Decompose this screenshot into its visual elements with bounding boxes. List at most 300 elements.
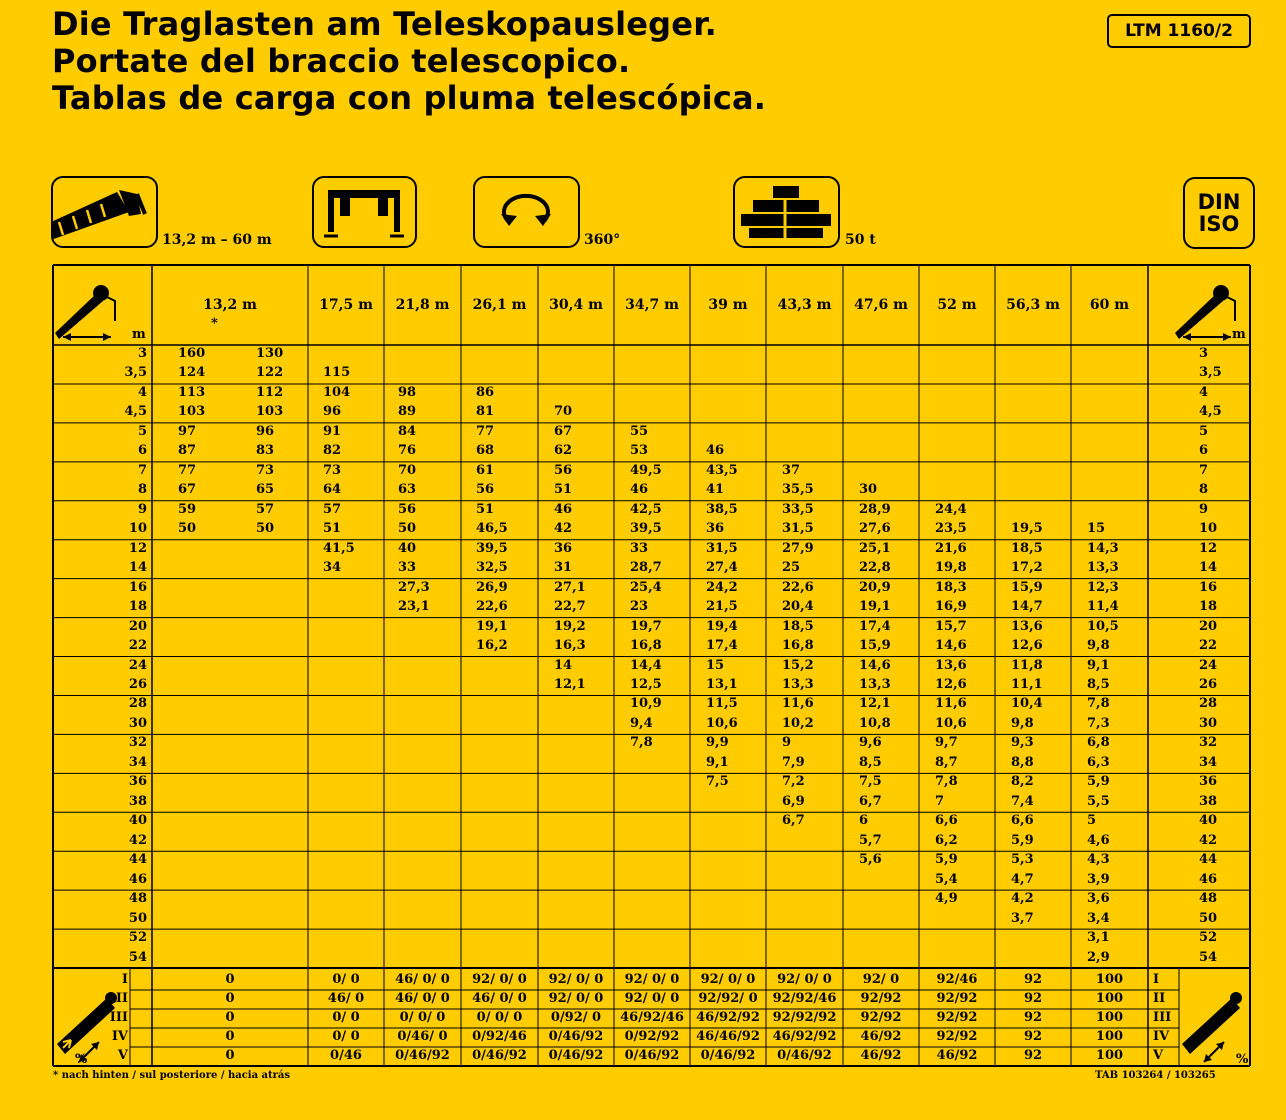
load-value: 61 [476,462,495,478]
radius-value-right: 34 [1199,754,1218,770]
telescoping-value: 0/46/92 [472,1048,527,1063]
section-label-left: I [121,972,128,987]
load-value: 68 [476,443,495,459]
load-value: 33,5 [782,501,814,517]
load-value: 76 [398,443,417,459]
radius-value-right: 44 [1199,852,1218,868]
radius-value-left: 18 [128,599,147,615]
load-value: 104 [323,384,351,400]
load-value: 28,9 [859,501,891,517]
section-label-right: III [1153,1010,1172,1025]
boom-range-label: 13,2 m – 60 m [162,232,272,248]
radius-value-left: 38 [128,793,147,809]
radius-value-right: 12 [1199,540,1218,556]
telescoping-value: 100 [1095,1029,1124,1044]
load-value: 77 [178,462,197,478]
load-value: 28,7 [630,560,662,576]
load-value: 55 [630,423,649,439]
load-value: 12,3 [1087,579,1119,595]
load-value: 15,9 [859,638,891,654]
radius-value-left: 8 [137,482,147,498]
boom-length-header: 43,3 m [777,297,832,313]
load-value: 9,3 [1011,735,1034,751]
load-value: 22,6 [476,599,508,615]
radius-value-left: 52 [128,930,147,946]
radius-value-right: 38 [1199,793,1218,809]
radius-value-left: 4,5 [124,404,147,420]
load-value: 25 [782,560,801,576]
load-value: 11,6 [782,696,814,712]
load-value: 103 [256,404,284,420]
load-value: 13,6 [1011,618,1043,634]
load-value: 38,5 [706,501,738,517]
radius-value-right: 40 [1199,813,1218,829]
load-value: 89 [398,404,417,420]
boom-length-header: 26,1 m [472,297,527,313]
model-badge: LTM 1160/2 [1107,14,1251,48]
load-value: 13,3 [859,676,891,692]
radius-value-right: 4 [1199,384,1209,400]
load-value: 11,5 [706,696,738,712]
radius-value-left: 10 [128,521,147,537]
load-value: 5,4 [935,871,958,887]
telescoping-value: 46/ 0/ 0 [395,972,450,987]
radius-value-right: 22 [1199,638,1218,654]
load-value: 67 [554,423,573,439]
load-value: 12,6 [1011,638,1043,654]
radius-value-left: 50 [128,910,147,926]
telescoping-value: 92/ 0/ 0 [777,972,832,987]
telescoping-value: 92/92/ 0 [698,991,758,1006]
load-value: 10,8 [859,715,891,731]
radius-value-right: 42 [1199,832,1218,848]
telescoping-value: 0 [225,991,235,1006]
load-value: 35,5 [782,482,814,498]
din-label: DIN [1197,190,1241,214]
load-value: 5,9 [1011,832,1034,848]
load-value: 7,4 [1011,793,1034,809]
load-value: 9,8 [1087,638,1110,654]
load-value: 41,5 [323,540,355,556]
load-value: 5 [1087,813,1097,829]
load-value: 82 [323,443,342,459]
load-value: 22,6 [782,579,814,595]
load-value: 73 [323,462,342,478]
load-value: 7,9 [782,754,805,770]
load-value: 26,9 [476,579,508,595]
radius-value-left: 42 [128,832,147,848]
load-value: 14 [554,657,573,673]
load-value: 32,5 [476,560,508,576]
load-value: 2,9 [1087,949,1110,965]
load-value: 3,6 [1087,891,1110,907]
load-value: 6,7 [859,793,882,809]
telescoping-value: 100 [1095,991,1124,1006]
telescoping-value: 0/ 0 [332,972,360,987]
telescoping-value: 92/92/46 [772,991,837,1006]
counterweight-icon [735,178,838,246]
load-value: 13,3 [782,676,814,692]
load-value: 84 [398,423,417,439]
load-value: 7,2 [782,774,805,790]
radius-value-left: 7 [137,462,147,478]
load-value: 16,8 [630,638,662,654]
load-value: 9,1 [1087,657,1110,673]
load-value: 51 [554,482,573,498]
load-value: 7,3 [1087,715,1110,731]
radius-value-right: 6 [1199,443,1209,459]
load-value: 31,5 [782,521,814,537]
load-value: 130 [256,346,284,361]
load-value: 7,5 [706,774,729,790]
load-value: 86 [476,384,495,400]
radius-value-left: 9 [137,501,147,517]
radius-value-left: 5 [137,423,147,439]
radius-value-right: 30 [1199,715,1218,731]
load-value: 10,2 [782,715,814,731]
radius-value-left: 20 [128,618,147,634]
load-value: 4,9 [935,891,958,907]
load-value: 5,7 [859,832,882,848]
title-block [52,6,766,117]
radius-value-right: 4,5 [1199,404,1222,420]
load-value: 15,7 [935,618,967,634]
radius-value-right: 26 [1199,676,1218,692]
load-value: 19,1 [859,599,891,615]
load-value: 22,8 [859,560,891,576]
load-value: 10,4 [1011,696,1043,712]
section-label-left: II [115,991,128,1006]
radius-unit-left: m [132,327,146,342]
telescoping-value: 92/ 0/ 0 [472,972,527,987]
load-value: 30 [859,482,878,498]
radius-value-left: 24 [128,657,147,673]
radius-value-right: 18 [1199,599,1218,615]
din-iso-badge [1183,177,1255,249]
load-value: 7,8 [630,735,653,751]
radius-value-left: 3,5 [124,365,147,381]
telescoping-value: 0/92/ 0 [550,1010,602,1025]
telescoping-value: 92/46 [936,972,978,987]
telescoping-value: 46/92 [936,1048,978,1063]
telescoping-value: 46/ 0/ 0 [472,991,527,1006]
radius-value-left: 28 [128,696,147,712]
boom-length-header: 13,2 m [203,297,257,313]
load-value: 10,6 [935,715,967,731]
section-label-left: III [109,1010,128,1025]
load-value: 6,9 [782,793,805,809]
load-value: 83 [256,443,275,459]
load-value: 87 [178,443,197,459]
load-value: 15,2 [782,657,814,673]
load-value: 39,5 [476,540,508,556]
telescoping-value: 92/92 [936,1029,978,1044]
load-value: 36 [706,521,725,537]
load-value: 77 [476,423,495,439]
load-value: 13,1 [706,676,738,692]
radius-value-left: 6 [137,443,147,459]
load-value: 15,9 [1011,579,1043,595]
load-value: 25,1 [859,540,891,556]
title-german: Die Traglasten am Teleskopausleger. [52,5,717,43]
boom-length-header: 21,8 m [395,297,450,313]
radius-value-right: 24 [1199,657,1218,673]
load-value: 124 [178,365,206,381]
radius-value-left: 30 [128,715,147,731]
load-value: 18,5 [1011,540,1043,556]
load-value: 50 [256,521,275,537]
load-value: 40 [398,540,417,556]
radius-value-right: 5 [1199,423,1209,439]
boom-length-header: 30,4 m [549,297,603,313]
load-value: 27,3 [398,579,430,595]
load-value: 6,6 [935,813,958,829]
title-spanish: Tablas de carga con pluma telescópica. [52,79,767,117]
radius-value-left: 4 [137,384,147,400]
load-value: 67 [178,482,197,498]
load-value: 51 [323,521,342,537]
boom-length-header: 60 m [1089,297,1130,313]
load-value: 11,1 [1011,676,1043,692]
load-value: 37 [782,462,801,478]
radius-value-right: 3,5 [1199,365,1222,381]
tab-reference: TAB 103264 / 103265 [1095,1070,1216,1081]
load-value: 27,4 [706,560,738,576]
load-value: 9 [782,735,792,751]
telescoping-value: 92/92 [936,1010,978,1025]
load-value: 21,6 [935,540,967,556]
load-value: 6,7 [782,813,805,829]
load-value: 15 [1087,521,1106,537]
load-value: 7 [935,793,945,809]
footnote-mark: * [211,316,218,331]
outrigger-icon [314,178,415,246]
load-value: 6,6 [1011,813,1034,829]
counterweight-icon-box [733,176,840,248]
load-value: 3,9 [1087,871,1110,887]
radius-value-right: 54 [1199,949,1218,965]
section-label-left: IV [111,1029,128,1044]
telescoping-value: 92/ 0/ 0 [548,991,604,1006]
load-value: 103 [178,404,206,420]
load-value: 41 [706,482,725,498]
load-value: 70 [554,404,573,420]
telescoping-value: 0 [225,1048,235,1063]
load-value: 5,9 [1087,774,1110,790]
load-value: 16,2 [476,638,508,654]
load-value: 56 [398,501,417,517]
load-value: 81 [476,404,495,420]
load-value: 46 [706,443,725,459]
telescoping-value: 0 [225,972,235,987]
radius-value-left: 12 [128,540,147,556]
load-value: 53 [630,443,649,459]
load-value: 7,5 [859,774,882,790]
load-value: 14,6 [859,657,891,673]
load-value: 96 [256,423,275,439]
radius-value-right: 14 [1199,560,1218,576]
load-value: 63 [398,482,417,498]
load-value: 4,7 [1011,871,1034,887]
load-value: 16,8 [782,638,814,654]
telescoping-value: 46/92 [860,1029,902,1044]
telescoping-value: 46/92/92 [772,1029,837,1044]
load-value: 113 [178,384,206,400]
radius-value-left: 40 [128,813,147,829]
telescoping-value: 46/92/92 [696,1010,760,1025]
slewing-label: 360° [584,232,621,248]
telescoping-value: 92 [1023,991,1043,1006]
load-value: 10,5 [1087,618,1119,634]
load-value: 33 [630,540,649,556]
load-value: 17,2 [1011,560,1043,576]
load-value: 122 [256,365,284,381]
load-value: 43,5 [706,462,738,478]
load-value: 42 [554,521,573,537]
load-value: 62 [554,443,573,459]
radius-value-left: 48 [128,891,147,907]
percent-unit-left: % [75,1052,88,1067]
load-value: 27,9 [782,540,814,556]
telescoping-value: 0 [225,1029,235,1044]
telescoping-value: 0/ 0/ 0 [399,1010,446,1025]
radius-value-right: 48 [1199,891,1218,907]
telescoping-value: 0/92/92 [624,1029,680,1044]
load-value: 14,7 [1011,599,1043,615]
boom-length-header: 52 m [937,297,977,313]
load-value: 9,7 [935,735,958,751]
radius-value-left: 26 [128,676,147,692]
load-value: 10,6 [706,715,738,731]
load-value: 57 [256,501,275,517]
load-value: 25,4 [630,579,662,595]
telescoping-value: 46/92/46 [620,1010,684,1025]
telescoping-value: 0/92/46 [472,1029,527,1044]
load-value: 4,2 [1011,891,1034,907]
title-italian: Portate del braccio telescopico. [52,42,631,80]
radius-value-left: 36 [128,774,147,790]
radius-value-right: 9 [1199,501,1209,517]
load-value: 6,3 [1087,754,1110,770]
load-value: 36 [554,540,573,556]
telescoping-value: 92 [1023,972,1043,987]
radius-value-right: 36 [1199,774,1218,790]
load-value: 46 [554,501,573,517]
load-value: 3,1 [1087,930,1110,946]
section-label-right: II [1153,991,1166,1006]
telescoping-value: 100 [1095,1010,1124,1025]
load-value: 46,5 [476,521,508,537]
radius-value-right: 28 [1199,696,1218,712]
load-value: 4,6 [1087,832,1110,848]
radius-value-left: 22 [128,638,147,654]
radius-value-left: 16 [128,579,147,595]
load-value: 20,9 [859,579,891,595]
telescoping-value: 46/ 0 [327,991,365,1006]
load-value: 49,5 [630,462,662,478]
load-value: 9,8 [1011,715,1034,731]
load-value: 18,5 [782,618,814,634]
boom-length-header: 17,5 m [319,297,373,313]
load-value: 16,9 [935,599,967,615]
load-value: 14,3 [1087,540,1119,556]
telescoping-value: 100 [1095,972,1124,987]
load-value: 22,7 [554,599,586,615]
load-value: 20,4 [782,599,814,615]
load-value: 17,4 [859,618,891,634]
load-value: 13,6 [935,657,967,673]
radius-value-right: 3 [1199,346,1209,361]
load-value: 12,6 [935,676,967,692]
load-value: 33 [398,560,417,576]
load-value: 64 [323,482,342,498]
load-value: 97 [178,423,197,439]
load-value: 39,5 [630,521,662,537]
load-value: 23,1 [398,599,430,615]
telescoping-value: 46/ 0/ 0 [395,991,450,1006]
load-value: 50 [398,521,417,537]
load-value: 4,3 [1087,852,1110,868]
load-value: 5,5 [1087,793,1110,809]
telescoping-value: 92/ 0/ 0 [624,972,680,987]
telescoping-value: 92/ 0/ 0 [548,972,604,987]
telescoping-value: 0/46/ 0 [397,1029,448,1044]
load-value: 9,6 [859,735,882,751]
telescoping-value: 46/92 [860,1048,902,1063]
load-value: 16,3 [554,638,586,654]
load-value: 98 [398,384,417,400]
load-value: 56 [554,462,573,478]
load-value: 17,4 [706,638,738,654]
radius-value-right: 50 [1199,910,1218,926]
telescoping-value: 0/46/92 [777,1048,832,1063]
counterweight-label: 50 t [845,232,876,248]
load-value: 14,6 [935,638,967,654]
telescoping-value: 92/92 [860,1010,902,1025]
load-value: 5,9 [935,852,958,868]
load-value: 13,3 [1087,560,1119,576]
load-value: 23 [630,599,649,615]
telescoping-value: 0/46/92 [395,1048,450,1063]
radius-value-right: 7 [1199,462,1209,478]
load-value: 11,4 [1087,599,1119,615]
telescopic-boom-icon [53,178,156,246]
load-value: 10,9 [630,696,662,712]
load-value: 31 [554,560,573,576]
rotation-icon [475,178,578,246]
radius-value-left: 44 [128,852,147,868]
load-value: 115 [323,365,351,381]
telescoping-value: 0/46/92 [700,1048,756,1063]
load-value: 91 [323,423,342,439]
radius-value-right: 16 [1199,579,1218,595]
telescoping-value: 46/46/92 [696,1029,760,1044]
radius-unit-right: m [1232,327,1246,342]
telescoping-value: 92/ 0/ 0 [700,972,756,987]
radius-value-left: 14 [128,560,147,576]
load-value: 57 [323,501,342,517]
section-label-right: V [1153,1048,1164,1063]
load-value: 12,5 [630,676,662,692]
load-value: 8,2 [1011,774,1034,790]
load-value: 70 [398,462,417,478]
load-value: 51 [476,501,495,517]
load-value: 19,8 [935,560,967,576]
load-value: 19,5 [1011,521,1043,537]
radius-value-right: 52 [1199,930,1218,946]
load-value: 8,5 [1087,676,1110,692]
load-value: 42,5 [630,501,662,517]
